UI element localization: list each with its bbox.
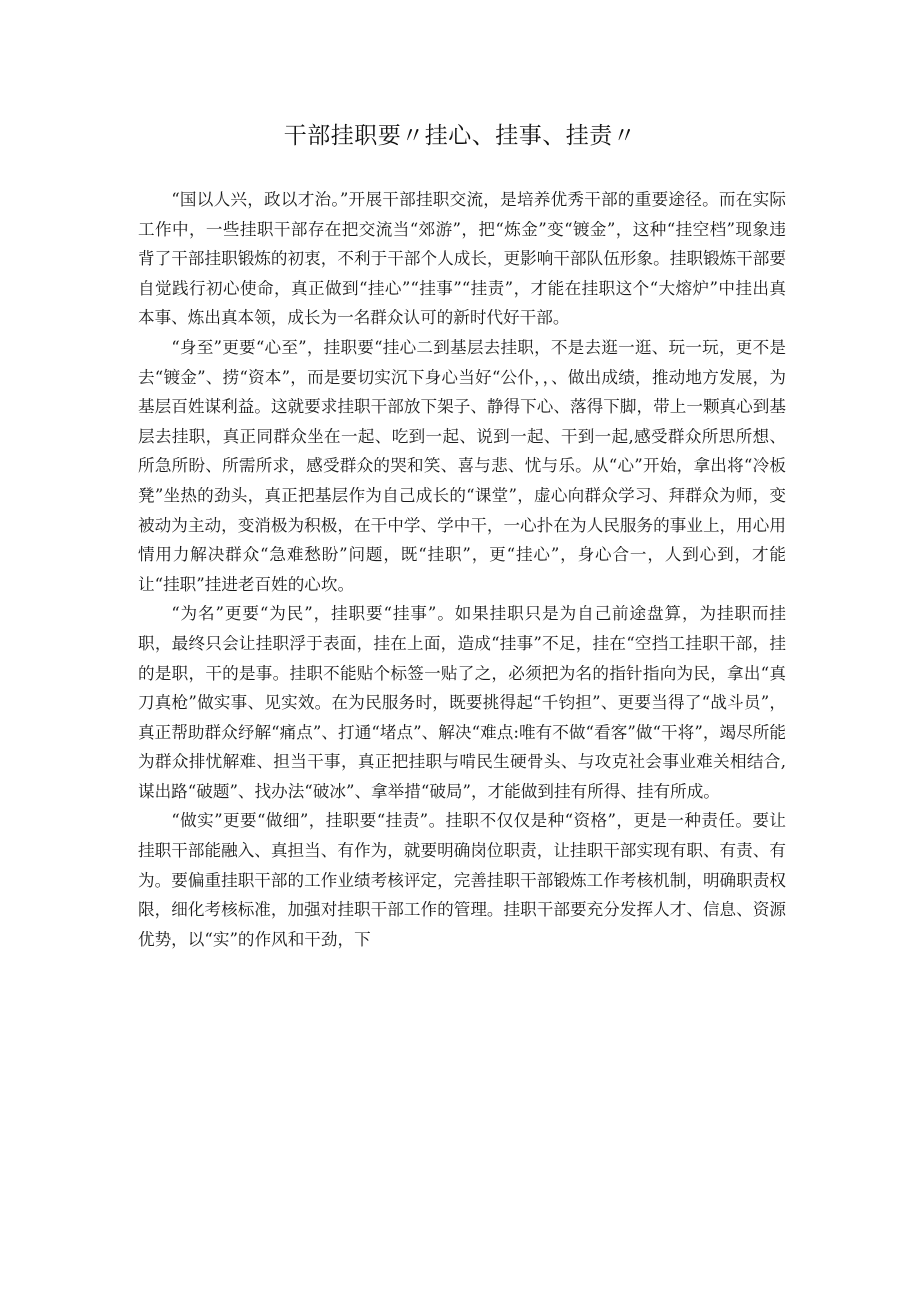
paragraph-intro: “国以人兴，政以才治。”开展干部挂职交流，是培养优秀干部的重要途径。而在实际工作中，一些挂职干部存在把交流当“郊游”，把“炼金”变“镀金”，这种“挂空档”现象违背了干部挂职锻炼的初衷，不利于干部个人成长，更影响干部队伍形象。挂职锻炼干部要自觉践行初心使命，真正做到“挂心”“挂事”“挂责”，才能在挂职这个“大熔炉”中挂出真本事、炼出真本领，成长为一名群众认可的新时代好干部。: [138, 190, 786, 328]
document-title: 干部挂职要〃挂心、挂事、挂责〃: [283, 123, 637, 149]
document-body: [138, 185, 786, 954]
paragraph-heart: “身至”更要“心至”，挂职要“挂心二到基层去挂职，不是去逛一逛、玩一玩，更不是去“镀金”、捞“资本”，而是要切实沉下身心当好“公仆，，、做出成绩，推动地方发展，为基层百姓谋利益。这就要求挂职干部放下架子、静得下心、落得下脚，带上一颗真心到基层去挂职，真正同群众坐在一起、吃到一起、说到一起、干到一起,感受群众所思所想、所急所盼、所需所求，感受群众的哭和笑、喜与悲、忧与乐。从“心”开始，拿出将“冷板凳”坐热的劲头，真正把基层作为自己成长的“课堂”，虚心向群众学习、拜群众为师，变被动为主动，变消极为积极，在干中学、学中干，一心扑在为人民服务的事业上，用心用情用力解决群众“急难愁盼”问题，既“挂职”，更“挂心”，身心合一，人到心到，才能让“挂职”挂进老百姓的心坎。: [138, 337, 786, 594]
paragraph-affairs: “为名”更要“为民”，挂职要“挂事”。如果挂职只是为自己前途盘算，为挂职而挂职，最终只会让挂职浮于表面，挂在上面，造成“挂事”不足，挂在“空挡工挂职干部，挂的是职，干的是事。挂职不能贴个标签一贴了之，必须把为名的指针指向为民，拿出“真刀真枪”做实事、见实效。在为民服务时，既要挑得起“千钧担”、更要当得了“战斗员”，真正帮助群众纾解“痛点”、打通“堵点”、解决“难点:唯有不做“看客”做“干将”，竭尽所能为群众排忧解难、担当干事，真正把挂职与啃民生硬骨头、与攻克社会事业难关相结合,谋出路“破题”、找办法“破冰”、拿举措“破局”，才能做到挂有所得、挂有所成。: [138, 604, 786, 801]
paragraph-responsibility: “做实”更要“做细”，挂职要“挂责”。挂职不仅仅是种“资格”，更是一种责任。要让挂职干部能融入、真担当、有作为，就要明确岗位职责，让挂职干部实现有职、有责、有为。要偏重挂职干部的工作业绩考核评定，完善挂职干部锻炼工作考核机制，明确职责权限，细化考核标准，加强对挂职干部工作的管理。挂职干部要充分发挥人才、信息、资源优势，以“实”的作风和干劲，下: [138, 811, 786, 949]
